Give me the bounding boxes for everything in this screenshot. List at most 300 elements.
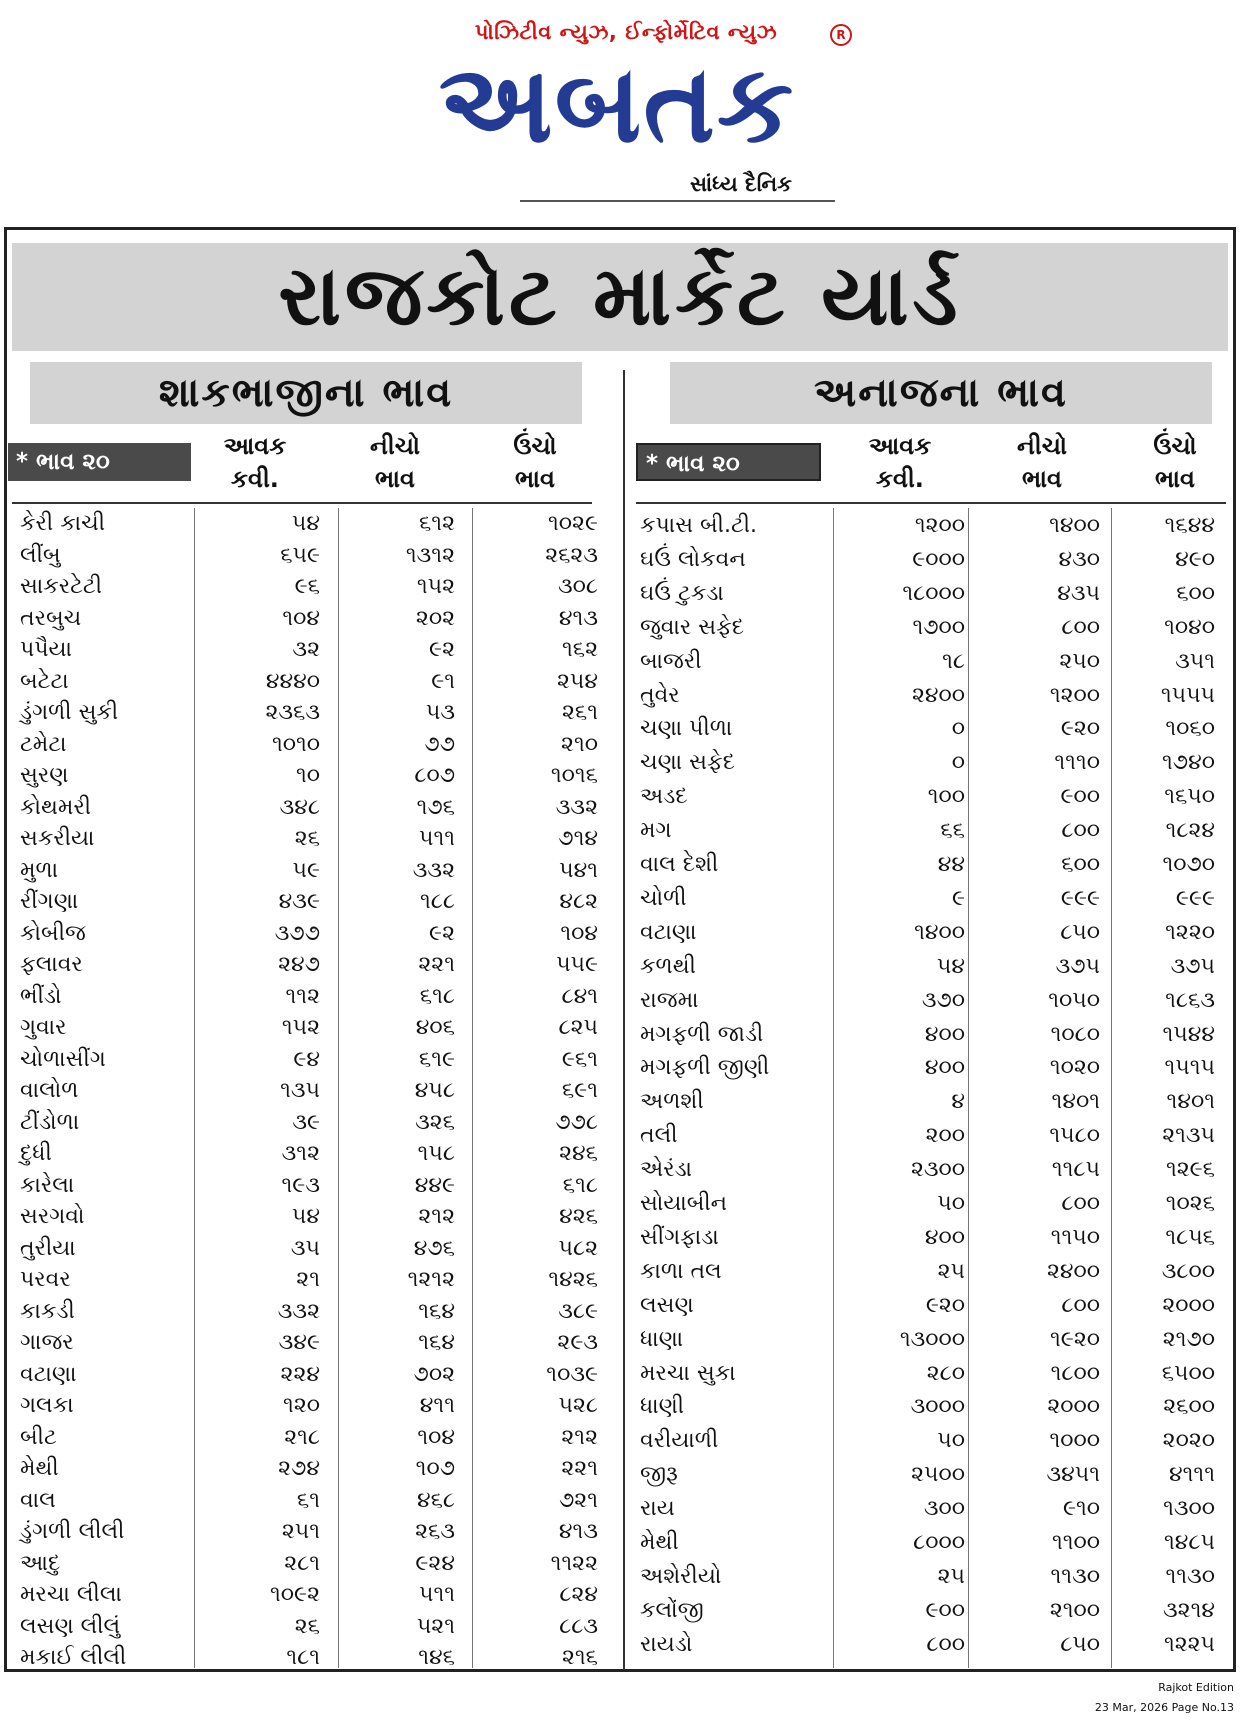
high-price: ૪૯૦ [1175,546,1215,572]
table-row [640,815,1215,847]
item-name: તલી [640,1123,678,1149]
low-price: ૩૩૨ [412,857,455,883]
table-row [20,666,600,698]
low-price: ૧૧૩૦ [1050,1563,1100,1589]
low-price: ૯૯૯ [1060,885,1100,911]
header-label: આવક [223,432,287,460]
grains-heading: અનાજના ભાવ [670,362,1212,424]
low-price: ૧૧૮૫ [1051,1157,1100,1183]
arrival-value: ૨૫ [937,1563,965,1589]
column-divider [623,370,625,1670]
arrival-value: ૧૨૦ [283,1393,320,1418]
high-price: ૧૫૪૪ [1162,1021,1215,1047]
low-price: ૩૨૬ [415,1109,455,1135]
high-price: ૧૦૨૬ [1165,1191,1215,1216]
low-price: ૨૫૦ [1059,648,1100,674]
page-title: રાજકોટ માર્કેટ યાર્ડ [12,243,1228,351]
table-row [640,1019,1215,1051]
low-price: ૨૧૨ [418,1204,455,1229]
low-price: ૧૦૦૦ [1049,1428,1100,1454]
high-price: ૧૬૨ [561,637,598,662]
high-price: ૧૪૮૫ [1164,1530,1215,1555]
high-price: ૨૨૧ [561,1456,598,1481]
high-price: ૫૨૮ [558,1393,598,1418]
low-price: ૧૦૭ [415,1456,455,1481]
table-row [20,886,600,918]
table-row [640,951,1215,983]
item-name: ધાણા [640,1326,684,1352]
item-name: દુધી [20,1141,52,1166]
table-row [640,985,1215,1017]
table-row [640,1358,1215,1390]
table-row [20,981,600,1013]
low-price: ૧૪૦૧ [1051,1089,1100,1115]
arrival-value: ૧૪૦૦ [914,919,965,945]
table-row [20,603,600,635]
high-price: ૧૩૦૦ [1163,1496,1215,1522]
table-row [20,697,600,729]
high-price: ૧૦૪૦ [1164,614,1215,640]
arrival-value: ૨૬ [294,1613,320,1639]
arrival-value: ૨૫૧ [281,1519,320,1544]
high-price: ૨૦૦૦ [1162,1292,1215,1318]
low-price: ૯૨ [429,920,455,946]
arrival-value: ૪ [951,1089,965,1115]
high-price: ૧૬૪૪ [1164,513,1215,538]
masthead [0,0,1244,215]
low-price: ૯૨૦ [1060,716,1100,742]
low-price: ૬૧૮ [419,983,455,1009]
tagline: પોઝિટીવ ન્યુઝ, ઈન્ફોર્મેટિવ ન્યુઝ [474,20,778,44]
low-price: ૨૦૦૦ [1047,1394,1100,1420]
low-price: ૪૩૫ [1057,580,1100,606]
low-price: ૩૪૫૧ [1046,1462,1100,1488]
high-price: ૧૦૭૦ [1162,852,1215,877]
high-price: ૧૨૯૬ [1165,1157,1215,1183]
table-row [640,1324,1215,1356]
arrival-value: ૧૦ [295,763,320,788]
high-price: ૬૧૮ [562,1172,598,1198]
arrival-value: ૧૦૧૦ [271,731,320,757]
table-row [20,1485,600,1517]
table-row [640,917,1215,949]
high-price: ૮૨૪ [559,1582,598,1607]
item-name: એરંડા [640,1157,693,1183]
arrival-value: ૨૨૪ [280,1361,320,1387]
low-price: ૧૦૮૦ [1050,1021,1100,1047]
arrival-value: ૧૦૯૨ [270,1582,320,1607]
high-price: ૩૮૦૦ [1161,1258,1215,1284]
high-price: ૧૫૧૫ [1164,1055,1215,1081]
low-price: ૧૦૪ [417,1424,455,1450]
table-row [640,1086,1215,1118]
high-price: ૧૪૨૬ [548,1267,598,1292]
high-price: ૧૮૨૪ [1165,818,1215,844]
low-price: ૮૦૦ [1061,1191,1100,1216]
arrival-value: ૫૪ [291,511,320,536]
table-row [640,1222,1215,1254]
arrival-value: ૨૪૭ [278,952,320,977]
item-name: મેથી [640,1530,679,1555]
item-name: અડદ [640,784,688,810]
low-price: ૧૪૬ [418,1645,455,1670]
high-price: ૨૧૬ [561,1645,598,1670]
low-price: ૬૧૨ [418,511,455,536]
table-row [20,1453,600,1485]
item-name: તરબુચ [20,605,82,631]
item-name: સકરીયા [20,826,95,851]
item-name: લીંબુ [20,542,61,568]
table-row [640,1527,1215,1559]
item-name: ટમેટા [20,731,67,757]
table-row [640,1188,1215,1220]
low-price: ૬૧૯ [418,1046,455,1072]
header-label: ભાવ [374,465,416,493]
table-row [20,1138,600,1170]
low-price: ૧૨૦૦ [1049,682,1100,708]
high-price: ૨૧૦ [561,731,598,757]
high-price: ૨૧૭૦ [1162,1326,1215,1352]
table-row [20,1170,600,1202]
table-row [20,1075,600,1107]
arrival-value: ૨૮૧ [284,1550,320,1576]
low-price: ૨૨૧ [418,952,455,977]
arrival-value: ૧૯૩ [281,1172,320,1198]
item-name: વરીયાળી [640,1428,719,1454]
table-row [640,1120,1215,1152]
item-name: જુવાર સફેદ [640,614,745,640]
arrival-value: ૨૫ [937,1258,965,1284]
arrival-value: ૫૯ [292,857,320,883]
high-price: ૮૮૩ [559,1613,598,1639]
item-name: કળથી [640,953,696,979]
item-name: ભીંડો [20,983,62,1009]
high-price: ૬૦૦ [1176,580,1215,606]
high-price: ૪૧૩ [558,1519,598,1544]
item-name: બાજરી [640,648,702,674]
high-price: ૩૦૮ [558,574,598,599]
table-row [640,747,1215,779]
item-name: વાલોળ [20,1078,79,1103]
low-price: ૯૨ [429,637,455,662]
header-label: નીચો [370,432,420,460]
high-price: ૨૦૨૦ [1162,1428,1215,1454]
vegetables-unit-badge: * ભાવ ૨૦ [8,443,191,481]
item-name: ઘઉં ટુકડા [640,580,724,606]
arrival-value: ૫૪ [291,1204,320,1229]
low-price: ૮૫૦ [1060,1631,1100,1657]
table-row [640,1595,1215,1627]
high-price: ૪૨૬ [559,1204,598,1229]
header-label: ઉંચો [1153,432,1197,460]
high-price: ૨૧૨ [561,1424,598,1450]
high-price: ૭૭૮ [555,1109,598,1135]
arrival-value: ૨૦૦ [925,1123,965,1149]
low-price: ૮૦૦ [1061,1292,1100,1318]
header-label: કવી. [231,465,279,493]
low-price: ૯૧૦ [1062,1496,1100,1522]
item-name: સીંગફાડા [640,1224,719,1250]
item-name: મગફળી જીણી [640,1055,770,1081]
arrival-value: ૪૦૦ [924,1055,965,1081]
arrival-value: ૮૦૦૦ [913,1530,965,1555]
arrival-value: ૪૪૪૦ [265,668,320,694]
low-price: ૯૦૦ [1060,784,1100,810]
table-row [640,1052,1215,1084]
table-row [20,1642,600,1674]
arrival-value: ૯૨૦ [925,1292,965,1318]
item-name: ચોળાસીંગ [20,1046,106,1072]
item-name: લસણ [640,1292,694,1318]
low-price: ૧૪૦૦ [1049,513,1100,538]
arrival-value: ૯ [951,885,965,911]
vegetables-col-high [495,430,575,496]
item-name: મકાઈ લીલી [20,1645,127,1670]
low-price: ૨૦૨ [415,605,455,631]
arrival-value: ૦ [951,716,965,742]
table-row [640,544,1215,576]
item-name: લસણ લીલું [20,1613,121,1639]
header-label: કવી. [876,465,924,493]
low-price: ૧૫૨ [416,574,455,599]
item-name: કારેલા [20,1172,75,1198]
high-price: ૧૫૫૫ [1160,682,1215,708]
table-row [640,1391,1215,1423]
item-name: ટીંડોળા [20,1109,80,1135]
header-label: આવક [868,432,932,460]
table-row [20,1611,600,1643]
low-price: ૮૫૦ [1060,919,1100,945]
item-name: કોથમરી [20,794,92,820]
table-row [20,792,600,824]
table-row [20,1390,600,1422]
high-price: ૨૯૩ [557,1330,598,1355]
table-row [20,760,600,792]
masthead-subtitle: સાંધ્ય દૈનિક [690,172,792,196]
header-label: ભાવ [1021,465,1063,493]
table-row [20,1233,600,1265]
arrival-value: ૫૦ [937,1428,965,1454]
item-name: ઘઉં લોકવન [640,546,746,572]
vegetables-header-rule [12,502,592,504]
table-row [640,680,1215,712]
arrival-value: ૩૫ [290,1235,320,1261]
high-price: ૨૫૪ [556,668,598,694]
high-price: ૨૬૦૦ [1163,1394,1215,1420]
high-price: ૧૦૨૯ [548,511,598,536]
arrival-value: ૧૩૦૦૦ [899,1326,965,1352]
table-row [20,1264,600,1296]
high-price: ૩૩૨ [555,794,598,820]
arrival-value: ૩૭૭ [274,920,320,946]
arrival-value: ૫૪ [936,953,965,979]
low-price: ૧૧૦૦ [1051,1530,1100,1555]
low-price: ૯૧ [431,668,455,694]
registered-mark-icon: R [830,24,852,46]
item-name: બટેટા [20,668,69,694]
arrival-value: ૬૬ [940,818,965,844]
vegetables-col-arrival [215,430,295,496]
arrival-value: ૩૯ [292,1109,320,1135]
low-price: ૮૦૦ [1061,818,1100,844]
high-price: ૪૧૩ [558,605,598,631]
table-row [640,883,1215,915]
item-name: કેરી કાચી [20,511,106,536]
table-row [640,1290,1215,1322]
item-name: ચણા સફેદ [640,750,735,776]
arrival-value: ૧૮૦૦૦ [902,580,965,606]
low-price: ૬૦૦ [1061,852,1100,877]
item-name: કલોંજી [640,1597,704,1623]
table-row [20,1359,600,1391]
low-price: ૨૧૦૦ [1049,1597,1100,1623]
low-price: ૪૭૬ [413,1235,455,1261]
grains-unit-badge: * ભાવ ૨૦ [636,443,821,481]
high-price: ૧૦૬૦ [1165,716,1215,742]
grains-header-rule [636,502,1226,504]
grains-col-arrival [860,430,940,496]
arrival-value: ૯૦૦ [925,1597,965,1623]
low-price: ૭૭ [424,731,455,757]
high-price: ૩૫૧ [1175,648,1215,674]
low-price: ૧૯૨૦ [1050,1326,1100,1352]
table-row [640,578,1215,610]
table-row [20,1044,600,1076]
high-price: ૧૦૩૯ [546,1361,598,1387]
item-name: મેથી [20,1456,59,1481]
high-price: ૧૨૨૦ [1165,919,1215,945]
table-row [20,1422,600,1454]
item-name: રાય [640,1496,675,1522]
item-name: રીંગણા [20,889,79,914]
high-price: ૧૧૨૨ [550,1550,598,1576]
arrival-value: ૪૦૦ [924,1224,965,1250]
item-name: રાયડો [640,1631,693,1657]
high-price: ૨૬૨૩ [545,542,598,568]
high-price: ૭૨૧ [559,1487,598,1513]
high-price: ૬૫૦૦ [1161,1360,1215,1386]
high-price: ૨૬૧ [561,700,598,725]
table-row [20,540,600,572]
low-price: ૫૧૧ [418,826,455,851]
grains-col-high [1135,430,1215,496]
table-row [20,634,600,666]
high-price: ૧૬૫૦ [1164,784,1215,810]
table-row [640,1154,1215,1186]
dateline: 23 Mar, 2026 Page No.13 [1094,1701,1234,1714]
arrival-value: ૧૮ [942,648,965,674]
high-price: ૧૪૦૧ [1166,1089,1215,1115]
low-price: ૪૬૮ [416,1487,455,1513]
high-price: ૧૮૫૬ [1165,1224,1215,1250]
arrival-value: ૯૬ [294,574,320,599]
item-name: વાલ [20,1487,56,1513]
arrival-value: ૩૭૦ [921,987,965,1013]
arrival-value: ૩૦૦૦ [910,1394,965,1420]
item-name: અળશી [640,1089,704,1115]
item-name: કાકડી [20,1298,75,1324]
header-label: નીચો [1017,432,1067,460]
low-price: ૧૨૧૨ [407,1267,455,1292]
item-name: આદુ [20,1550,61,1576]
table-row [20,855,600,887]
table-row [640,1561,1215,1593]
item-name: સોયાબીન [640,1191,728,1216]
item-name: ચણા પીળા [640,716,733,742]
arrival-value: ૨૧૮ [284,1424,320,1450]
high-price: ૧૦૧૬ [550,763,598,788]
high-price: ૯૬૧ [561,1046,598,1072]
low-price: ૧૧૫૦ [1050,1224,1100,1250]
table-row [640,1459,1215,1491]
high-price: ૧૦૪ [560,920,598,946]
low-price: ૫૨૧ [416,1613,455,1639]
arrival-value: ૨૭૪ [278,1456,320,1481]
low-price: ૪૫૮ [414,1078,455,1103]
item-name: પરવર [20,1267,71,1292]
high-price: ૪૧૧૧ [1169,1462,1215,1488]
table-row [20,1012,600,1044]
header-label: ભાવ [514,465,556,493]
arrival-value: ૩૧૨ [281,1141,320,1166]
arrival-value: ૧૧૨ [285,983,320,1009]
grains-col-low [1002,430,1082,496]
table-row [20,1201,600,1233]
arrival-value: ૪૩૯ [278,889,320,914]
item-name: તુરીયા [20,1235,76,1261]
table-row [20,1296,600,1328]
low-price: ૮૦૭ [414,763,455,788]
arrival-value: ૧૩૫ [280,1078,320,1103]
table-row [640,510,1215,542]
edition-label: Rajkot Edition [1158,1681,1234,1694]
table-row [640,849,1215,881]
item-name: ધાણી [640,1394,685,1420]
low-price: ૮૦૦ [1061,614,1100,640]
header-label: ભાવ [1154,465,1196,493]
high-price: ૭૧૪ [558,826,598,851]
item-name: કાળા તલ [640,1258,722,1284]
item-name: પપૈયા [20,637,72,662]
arrival-value: ૩૦૦ [923,1496,965,1522]
low-price: ૧૬૪ [418,1330,455,1355]
table-row [20,1579,600,1611]
low-price: ૫૧૧ [418,1582,455,1607]
arrival-value: ૩૩૨ [277,1298,320,1324]
high-price: ૪૮૨ [559,889,598,914]
high-price: ૨૪૬ [559,1141,598,1166]
high-price: ૫૫૯ [556,952,598,977]
header-label: ઉંચો [513,432,557,460]
low-price: ૧૫૮ [417,1141,455,1166]
item-name: તુવેર [640,682,680,708]
arrival-value: ૨૬ [294,826,320,851]
item-name: બીટ [20,1424,57,1450]
low-price: ૪૩૦ [1058,546,1100,572]
arrival-value: ૮૦૦ [926,1631,965,1657]
high-price: ૫૮૨ [558,1235,598,1261]
arrival-value: ૧૫૨ [281,1015,320,1040]
item-name: સાકરટેટી [20,574,103,599]
arrival-value: ૨૪૦૦ [911,682,965,708]
item-name: ડુંગળી લીલી [20,1519,125,1544]
table-row [20,949,600,981]
masthead-rule [520,200,835,202]
table-row [20,1327,600,1359]
item-name: ચોળી [640,885,687,911]
arrival-value: ૨૧ [296,1267,320,1292]
high-price: ૫૪૧ [559,857,598,883]
